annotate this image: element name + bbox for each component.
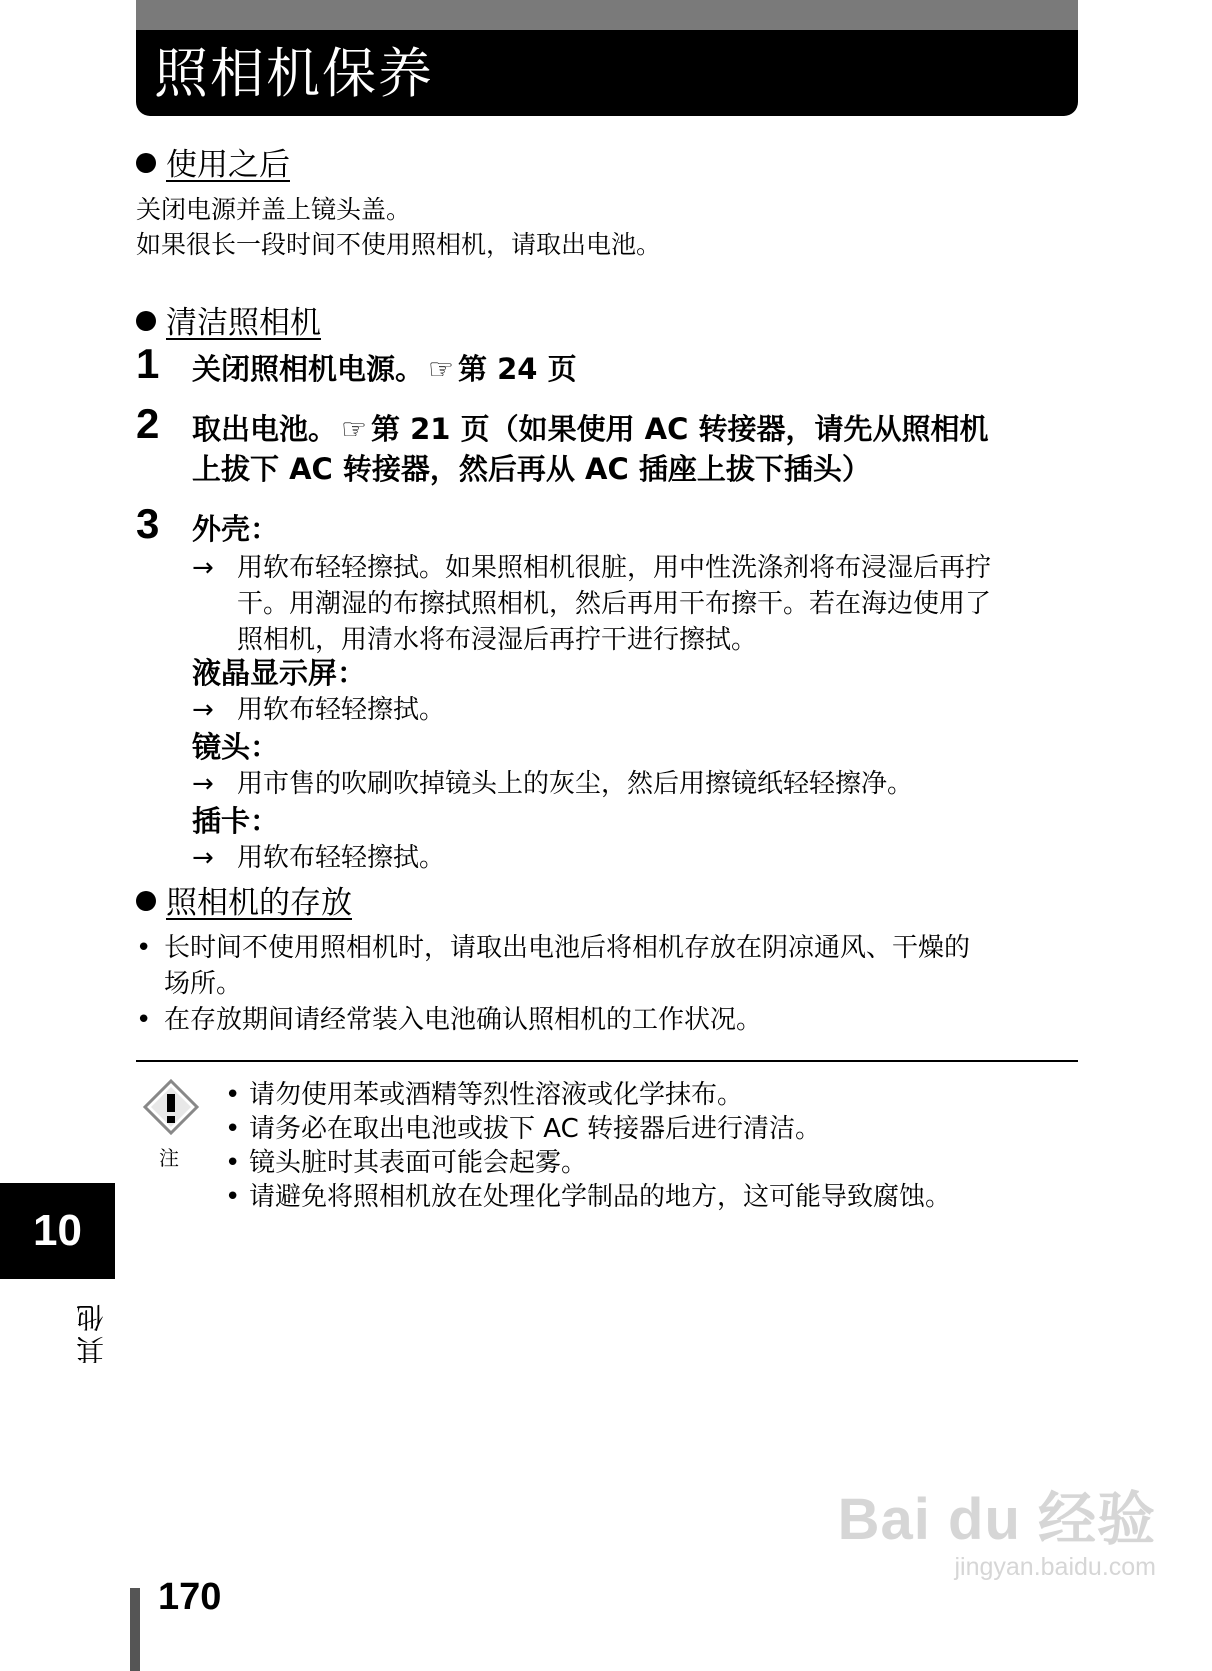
divider xyxy=(136,1060,1078,1062)
lens-label: 镜头： xyxy=(192,730,280,764)
step-3-text: 外壳： xyxy=(192,512,280,546)
storage-list xyxy=(136,930,1076,1038)
page-number: 170 xyxy=(158,1576,222,1618)
bullet-dot-icon xyxy=(136,311,156,331)
list-item: • 镜头脏时其表面可能会起雾。 xyxy=(225,1148,588,1178)
bullet-icon: • xyxy=(225,1148,241,1178)
bullet-icon: • xyxy=(225,1080,241,1110)
list-item: • 请务必在取出电池或拔下 AC 转接器后进行清洁。 xyxy=(225,1114,822,1144)
chapter-number-tab: 10 xyxy=(0,1183,115,1279)
title-bar-top-stripe xyxy=(136,0,1078,30)
lens-instruction: → 用市售的吹刷吹掉镜头上的灰尘，然后用擦镜纸轻轻擦净。 xyxy=(192,766,913,802)
caution-label: 注 xyxy=(159,1146,179,1170)
watermark-brand: Bai du 经验 xyxy=(837,1487,1156,1552)
after-use-text xyxy=(136,192,661,262)
arrow-icon: → xyxy=(192,843,214,873)
step-number: 3 xyxy=(136,500,160,547)
text-line: 关闭电源并盖上镜头盖。 xyxy=(136,195,412,224)
arrow-icon: → xyxy=(192,695,214,725)
step-2-text: 取出电池。 ☞ 第 21 页（如果使用 AC 转接器，请先从照相机 上拔下 AC 转接器，然后再从 AC 插座上拔下插头） xyxy=(192,409,989,489)
step-number: 2 xyxy=(136,400,160,447)
bullet-icon: • xyxy=(136,933,152,963)
list-item: • 长时间不使用照相机时，请取出电池后将相机存放在阴凉通风、干燥的 xyxy=(136,930,1076,966)
caution-icon xyxy=(142,1078,200,1136)
lcd-instruction: → 用软布轻轻擦拭。 xyxy=(192,692,445,728)
chapter-label: 其他 xyxy=(75,1300,108,1364)
bullet-icon: • xyxy=(225,1182,241,1212)
text-line: 如果很长一段时间不使用照相机，请取出电池。 xyxy=(136,230,662,259)
list-item-continuation: 场所。 xyxy=(164,969,243,999)
step-1-text: 关闭照相机电源。 ☞ 第 24 页 xyxy=(192,349,577,389)
step-number: 1 xyxy=(136,340,160,387)
shell-instructions: → 用软布轻轻擦拭。如果照相机很脏，用中性洗涤剂将布浸湿后再拧 干。用潮湿的布擦拭照相机，然后再用干布擦干。若在海边使用了 照相机，用清水将布浸湿后再拧干进行擦拭。 xyxy=(192,550,1082,658)
list-item: • 请勿使用苯或酒精等烈性溶液或化学抹布。 xyxy=(225,1080,744,1110)
watermark-url: jingyan.baidu.com xyxy=(954,1553,1156,1581)
list-item: • 请避免将照相机放在处理化学制品的地方，这可能导致腐蚀。 xyxy=(225,1182,952,1212)
list-item: • 在存放期间请经常装入电池确认照相机的工作状况。 xyxy=(136,1002,1076,1038)
bullet-icon: • xyxy=(225,1114,241,1144)
bullet-dot-icon xyxy=(136,891,156,911)
bullet-icon: • xyxy=(136,1005,152,1035)
reference-hand-icon: ☞ xyxy=(428,352,455,386)
baidu-watermark xyxy=(838,1488,1156,1582)
arrow-icon: → xyxy=(192,553,214,583)
section-heading-after-use: 使用之后 xyxy=(136,145,290,185)
section-heading-storage: 照相机的存放 xyxy=(136,883,352,923)
section-heading-cleaning: 清洁照相机 xyxy=(136,303,321,343)
card-label: 插卡： xyxy=(192,804,280,838)
caution-list xyxy=(225,1078,951,1214)
card-instruction: → 用软布轻轻擦拭。 xyxy=(192,840,445,876)
bullet-dot-icon xyxy=(136,153,156,173)
arrow-icon: → xyxy=(192,769,214,799)
page-number-bar xyxy=(130,1588,140,1671)
reference-hand-icon: ☞ xyxy=(341,412,368,446)
lcd-label: 液晶显示屏： xyxy=(192,656,367,690)
page-title: 照相机保养 xyxy=(154,42,434,105)
